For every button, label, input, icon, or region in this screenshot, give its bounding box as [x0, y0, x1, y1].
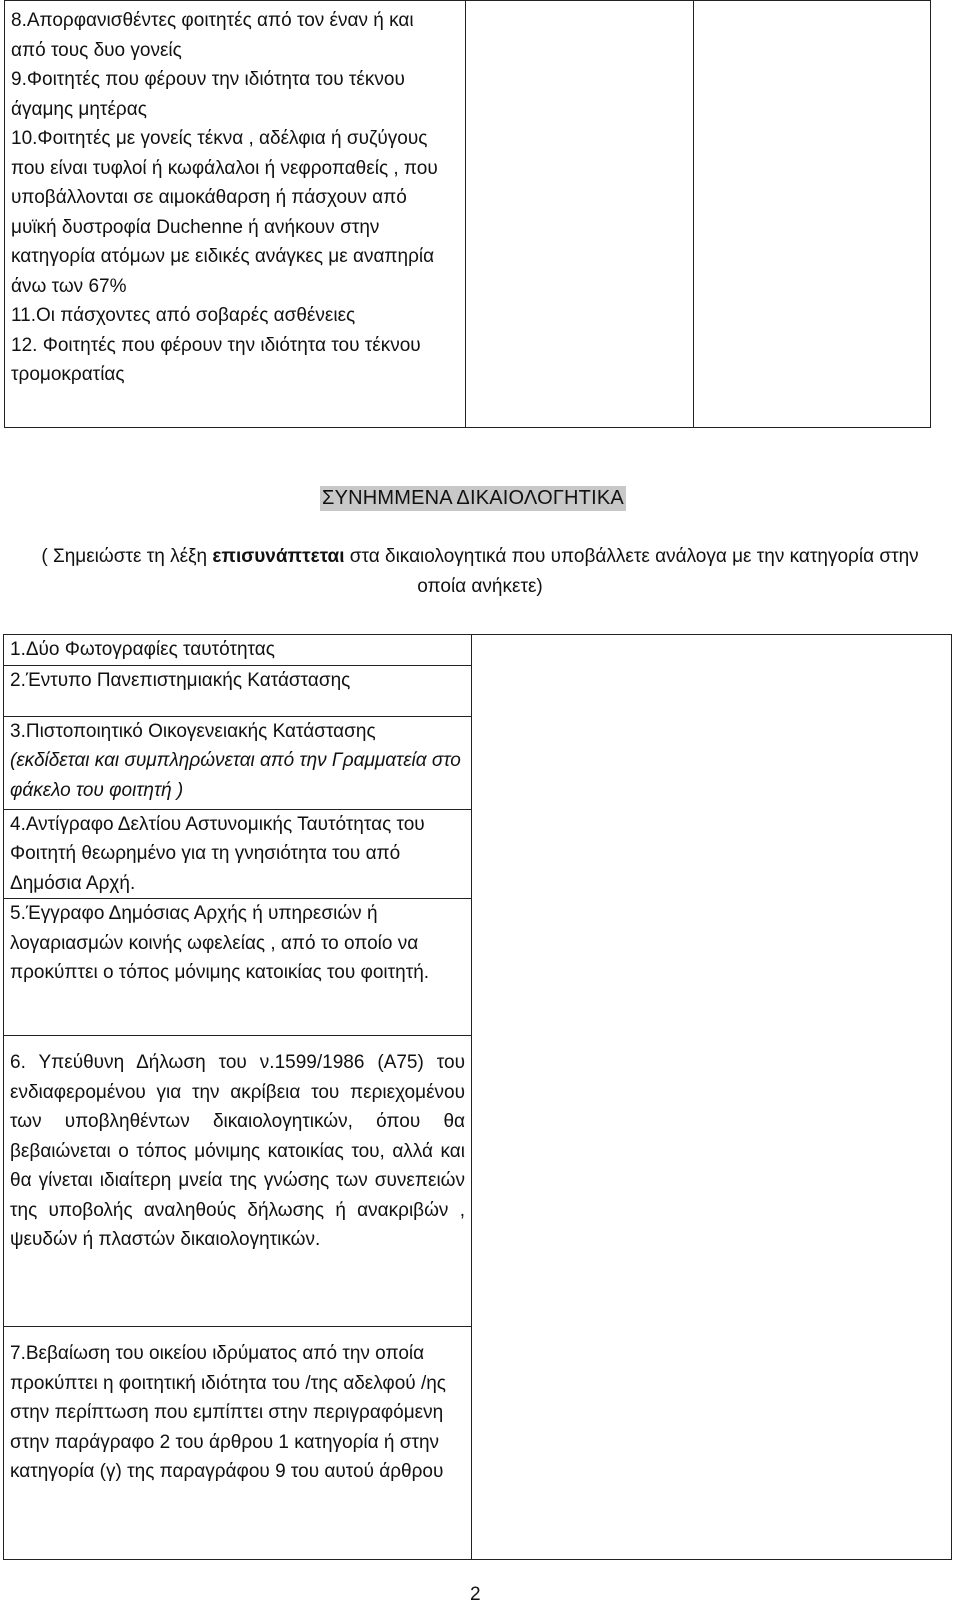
doc-item-1: 1.Δύο Φωτογραφίες ταυτότητας: [10, 639, 275, 660]
criteria-item-9: 9.Φοιτητές που φέρουν την ιδιότητα του τέκνου άγαμης μητέρας: [11, 69, 405, 120]
doc-cell-5: [4, 899, 472, 1036]
attachments-heading: ΣΥΝΗΜΜΕΝΑ ΔΙΚΑΙΟΛΟΓΗΤΙΚΑ: [322, 487, 624, 509]
attachments-note: [30, 542, 930, 602]
doc-cell-4: [4, 809, 472, 899]
doc-item-6: 6. Υπεύθυνη Δήλωση του ν.1599/1986 (Α75) του ενδιαφερομένου για την ακρίβεια του περιεχομένου των υποβληθέντων δικαιολογητικών, όπου θα βεβαιώνεται ο τόπος μόνιμης κατοικίας του, αλλά και θα γίνεται ιδιαίτερη μνεία της γνώσης των συνεπειών της υποβολής αναληθούς δήλωσης ή ανακριβών , ψευδών ή πλαστών δικαιολογητικών.: [10, 1052, 465, 1250]
note-text-before: ( Σημειώστε τη λέξη: [41, 546, 213, 567]
criteria-list-cell: [5, 1, 466, 428]
doc-cell-6: [4, 1036, 472, 1327]
doc-cell-1: [4, 635, 472, 666]
documents-check-column[interactable]: [472, 635, 952, 1560]
doc-item-5: 5.Έγγραφο Δημόσιας Αρχής ή υπηρεσιών ή λογαριασμών κοινής ωφελείας , από το οποίο να προκύπτει ο τόπος μόνιμης κατοικίας του φοιτητή.: [10, 903, 430, 983]
doc-cell-3: [4, 716, 472, 809]
doc-cell-2: [4, 665, 472, 716]
criteria-empty-cell-2[interactable]: [694, 1, 931, 428]
doc-row-1: [4, 635, 952, 666]
criteria-item-12: 12. Φοιτητές που φέρουν την ιδιότητα του τέκνου τρομοκρατίας: [11, 334, 421, 385]
criteria-item-10: 10.Φοιτητές με γονείς τέκνα , αδέλφια ή συζύγους που είναι τυφλοί ή κωφάλαλοι ή νεφροπαθείς , που υποβάλλονται σε αιμοκάθαρση ή πάσχουν από μυϊκή δυστροφία Duchenne ή ανήκουν στην κατηγορία ατόμων με ειδικές ανάγκες με αναπηρία άνω των 67%: [11, 128, 438, 297]
documents-table: [3, 634, 952, 1560]
criteria-item-8: 8.Απορφανισθέντες φοιτητές από τον έναν ή και από τους δυο γονείς: [11, 10, 414, 61]
doc-item-3: 3.Πιστοποιητικό Οικογενειακής Κατάστασης: [10, 720, 376, 742]
criteria-table: [4, 0, 931, 428]
criteria-item-11: 11.Οι πάσχοντες από σοβαρές ασθένειες: [11, 305, 356, 326]
doc-cell-7: [4, 1327, 472, 1560]
doc-item-4: 4.Αντίγραφο Δελτίου Αστυνομικής Ταυτότητας του Φοιτητή θεωρημένο για τη γνησιότητα του από Δημόσια Αρχή.: [10, 813, 425, 894]
note-bold-word: επισυνάπτεται: [212, 546, 345, 567]
page-number: 2: [470, 1584, 481, 1605]
criteria-row: [5, 1, 931, 428]
doc-item-3-note: (εκδίδεται και συμπληρώνεται από την Γραμματεία στο φάκελο του φοιτητή ): [10, 750, 461, 801]
criteria-empty-cell-1[interactable]: [466, 1, 694, 428]
doc-item-7: 7.Βεβαίωση του οικείου ιδρύματος από την οποία προκύπτει η φοιτητική ιδιότητα του /της αδελφού /ης στην περίπτωση που εμπίπτει στην περιγραφόμενη στην παράγραφο 2 του άρθρου 1 κατηγορία ή στην κατηγορία (γ) της παραγράφου 9 του αυτού άρθρου: [10, 1343, 446, 1482]
doc-item-2: 2.Έντυπο Πανεπιστημιακής Κατάστασης: [10, 669, 351, 691]
note-text-after: στα δικαιολογητικά που υποβάλλετε ανάλογα με την κατηγορία στην οποία ανήκετε): [344, 546, 919, 597]
